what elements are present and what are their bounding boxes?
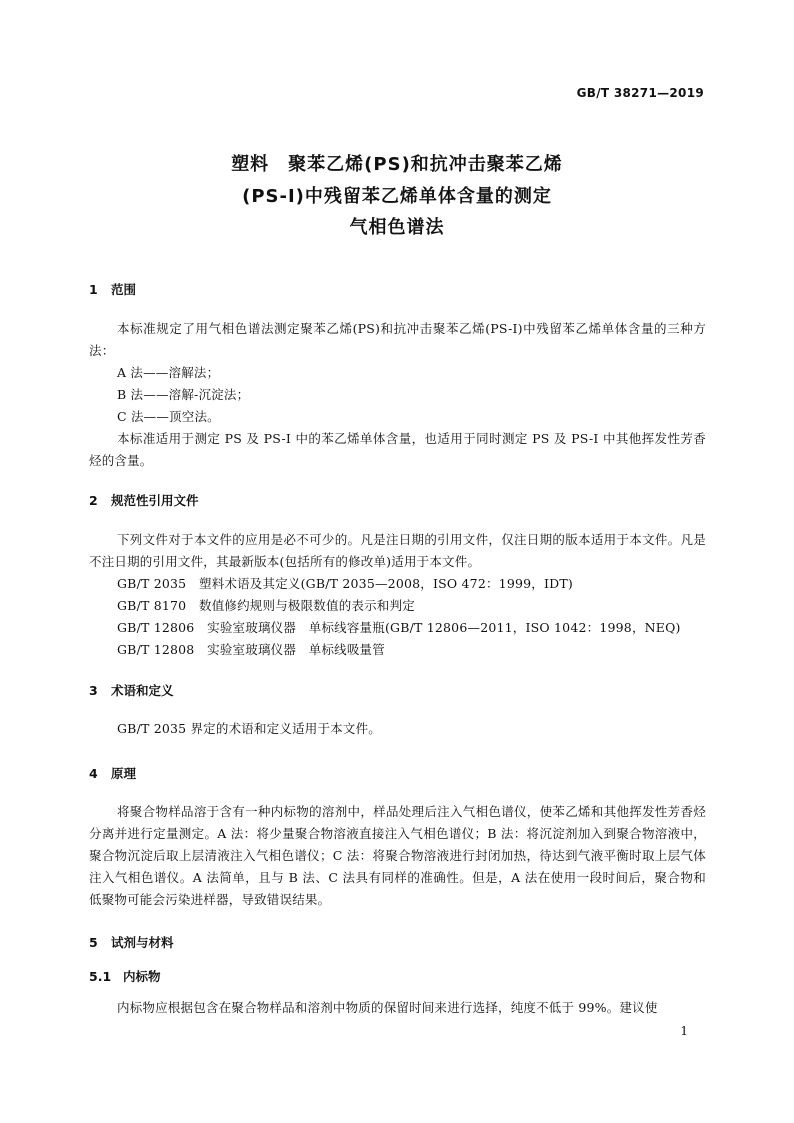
section-title: 原理 xyxy=(111,766,137,781)
reference-item: GB/T 8170 数值修约规则与极限数值的表示和判定 xyxy=(117,598,415,613)
section-title: 术语和定义 xyxy=(111,683,174,698)
scope-paragraph: 本标准规定了用气相色谱法测定聚苯乙烯(PS)和抗冲击聚苯乙烯(PS-I)中残留苯乙烯单体含量的三种方法： xyxy=(89,321,706,358)
section-heading-principle xyxy=(89,764,136,782)
section-heading-normative-references xyxy=(89,491,199,509)
section-title: 范围 xyxy=(111,282,137,297)
subsection-number: 5.1 xyxy=(89,969,112,984)
section-number: 5 xyxy=(89,935,98,950)
reference-item: GB/T 12808 实验室玻璃仪器 单标线吸量管 xyxy=(117,642,385,657)
principle-paragraph: 将聚合物样品溶于含有一种内标物的溶剂中，样品处理后注入气相色谱仪，使苯乙烯和其他挥发性芳香烃分离并进行定量测定。A 法：将少量聚合物溶液直接注入气相色谱仪；B 法：将沉淀剂加入到聚合物溶液中，聚合物沉淀后取上层清液注入气相色谱仪；C 法：将聚合物溶液进行封闭加热，待达到气液平衡时取上层气体注入气相色谱仪。A 法简单，且与 B 法、C 法具有同样的准确性。但是，A 法在使用一段时间后，聚合物和低聚物可能会污染进样器，导致错误结果。 xyxy=(89,804,706,907)
document-title-line-3: 气相色谱法 xyxy=(349,217,445,238)
terms-paragraph: GB/T 2035 界定的术语和定义适用于本文件。 xyxy=(117,721,381,736)
section-number: 4 xyxy=(89,766,98,781)
section-heading-reagents xyxy=(89,933,174,951)
page-number: 1 xyxy=(680,1024,688,1038)
internal-standard-paragraph: 内标物应根据包含在聚合物样品和溶剂中物质的保留时间来进行选择，纯度不低于 99%。建议使 xyxy=(117,1000,658,1015)
section-heading-terms xyxy=(89,681,174,699)
subsection-heading-internal-standard xyxy=(89,967,161,985)
scope-applicability-paragraph: 本标准适用于测定 PS 及 PS-I 中的苯乙烯单体含量，也适用于同时测定 PS 及 PS-I 中其他挥发性芳香烃的含量。 xyxy=(89,431,706,468)
section-title: 试剂与材料 xyxy=(111,935,174,950)
section-number: 1 xyxy=(89,282,98,297)
method-a-item: A 法——溶解法； xyxy=(117,365,220,380)
section-title: 规范性引用文件 xyxy=(111,493,199,508)
document-title-line-1: 塑料 聚苯乙烯(PS)和抗冲击聚苯乙烯 xyxy=(231,154,563,175)
reference-item: GB/T 12806 实验室玻璃仪器 单标线容量瓶(GB/T 12806—2011，ISO 1042：1998，NEQ) xyxy=(117,620,681,635)
subsection-title: 内标物 xyxy=(123,969,161,984)
standard-number: GB/T 38271—2019 xyxy=(576,86,704,100)
references-intro-paragraph: 下列文件对于本文件的应用是必不可少的。凡是注日期的引用文件，仅注日期的版本适用于本文件。凡是不注日期的引用文件，其最新版本(包括所有的修改单)适用于本文件。 xyxy=(89,532,706,569)
section-number: 3 xyxy=(89,683,98,698)
section-heading-scope xyxy=(89,280,136,298)
section-number: 2 xyxy=(89,493,98,508)
reference-item: GB/T 2035 塑料术语及其定义(GB/T 2035—2008，ISO 472：1999，IDT) xyxy=(117,576,573,591)
method-b-item: B 法——溶解-沉淀法； xyxy=(117,387,250,402)
document-title-line-2: (PS-I)中残留苯乙烯单体含量的测定 xyxy=(242,186,552,207)
method-c-item: C 法——顶空法。 xyxy=(117,409,220,424)
